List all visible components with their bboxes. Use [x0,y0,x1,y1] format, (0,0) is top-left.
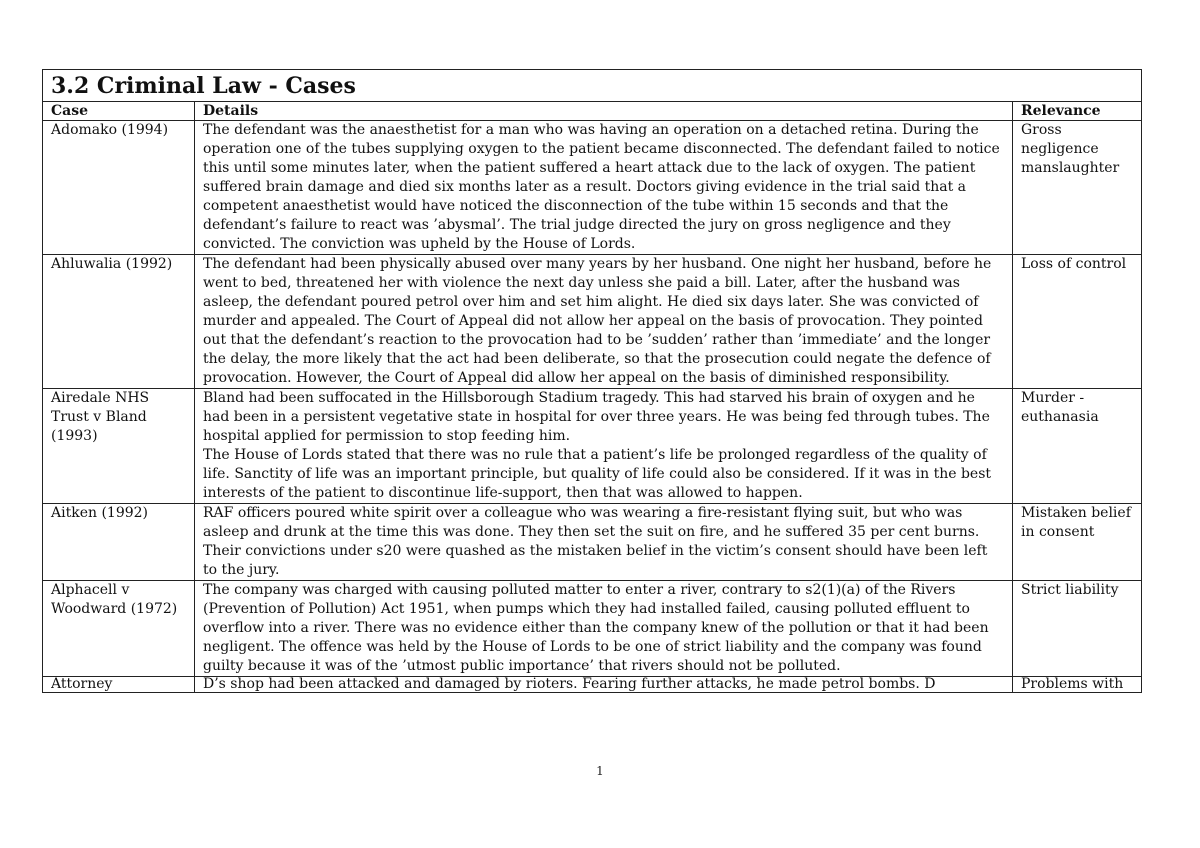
cases-table [42,69,1142,693]
case-details: Bland had been suffocated in the Hillsborough Stadium tragedy. This had starved his brain of oxygen and he had been in a persistent vegetative state in hospital for over three years. He was being fed through tubes. The hospital applied for permission to stop feeding him. [203,390,990,444]
case-name-cell [43,677,195,693]
table-row [43,504,1142,581]
case-name: Airedale NHS Trust v Bland (1993) [43,389,195,504]
page-title: 3.2 Criminal Law - Cases [43,70,1142,102]
case-relevance: Murder - euthanasia [1013,389,1142,504]
case-relevance: Mistaken belief in consent [1013,504,1142,581]
column-header-relevance: Relevance [1013,102,1142,121]
case-name: Adomako (1994) [43,121,195,255]
case-name: Attorney [51,677,113,692]
case-relevance: Gross negligence manslaughter [1013,121,1142,255]
case-details: RAF officers poured white spirit over a colleague who was wearing a fire-resistant flying suit, but who was asleep and drunk at the time this was done. They then set the suit on fire, and he suffered 35 per cent burns. Their convictions under s20 were quashed as the mistaken belief in the victim’s consent should have been left to the jury. [195,504,1013,581]
case-details-cell [195,677,1013,693]
table-row [43,581,1142,677]
case-details: The defendant was the anaesthetist for a man who was having an operation on a detached retina. During the operation one of the tubes supplying oxygen to the patient became disconnected. The defendant failed to notice this until some minutes later, when the patient suffered a heart attack due to the lack of oxygen. The patient suffered brain damage and died six months later as a result. Doctors giving evidence in the trial said that a competent anaesthetist would have noticed the disconnection of the tube within 15 seconds and that the defendant’s failure to react was ’abysmal’. The trial judge directed the jury on gross negligence and they convicted. The conviction was upheld by the House of Lords. [195,121,1013,255]
column-header-case: Case [43,102,195,121]
table-row [43,389,1142,504]
header-row [43,102,1142,121]
case-relevance: Loss of control [1013,255,1142,389]
case-name: Ahluwalia (1992) [43,255,195,389]
case-relevance: Problems with [1021,677,1124,692]
table-row [43,677,1142,693]
page-number: 1 [596,764,604,778]
case-details: D’s shop had been attacked and damaged by rioters. Fearing further attacks, he made petrol bombs. D [203,677,936,692]
case-details-continued: The House of Lords stated that there was no rule that a patient’s life be prolonged regardless of the quality of life. Sanctity of life was an important principle, but quality of life could also be considered. If it was in the best interests of the patient to discontinue life-support, then that was allowed to happen. [203,447,992,501]
case-name: Aitken (1992) [43,504,195,581]
case-relevance: Strict liability [1013,581,1142,677]
table-row [43,255,1142,389]
table-row [43,121,1142,255]
title-row [43,70,1142,102]
column-header-details: Details [195,102,1013,121]
case-name: Alphacell v Woodward (1972) [43,581,195,677]
case-details: The defendant had been physically abused over many years by her husband. One night her husband, before he went to bed, threatened her with violence the next day unless she paid a bill. Later, after the husband was asleep, the defendant poured petrol over him and set him alight. He died six days later. She was convicted of murder and appealed. The Court of Appeal did not allow her appeal on the basis of provocation. They pointed out that the defendant’s reaction to the provocation had to be ’sudden’ rather than ’immediate’ and the longer the delay, the more likely that the act had been deliberate, so that the prosecution could negate the defence of provocation. However, the Court of Appeal did allow her appeal on the basis of diminished responsibility. [195,255,1013,389]
case-details-cell [195,389,1013,504]
case-details: The company was charged with causing polluted matter to enter a river, contrary to s2(1)(a) of the Rivers (Prevention of Pollution) Act 1951, when pumps which they had installed failed, causing polluted effluent to overflow into a river. There was no evidence either than the company knew of the pollution or that it had been negligent. The offence was held by the House of Lords to be one of strict liability and the company was found guilty because it was of the ’utmost public importance’ that rivers should not be polluted. [195,581,1013,677]
case-relevance-cell [1013,677,1142,693]
